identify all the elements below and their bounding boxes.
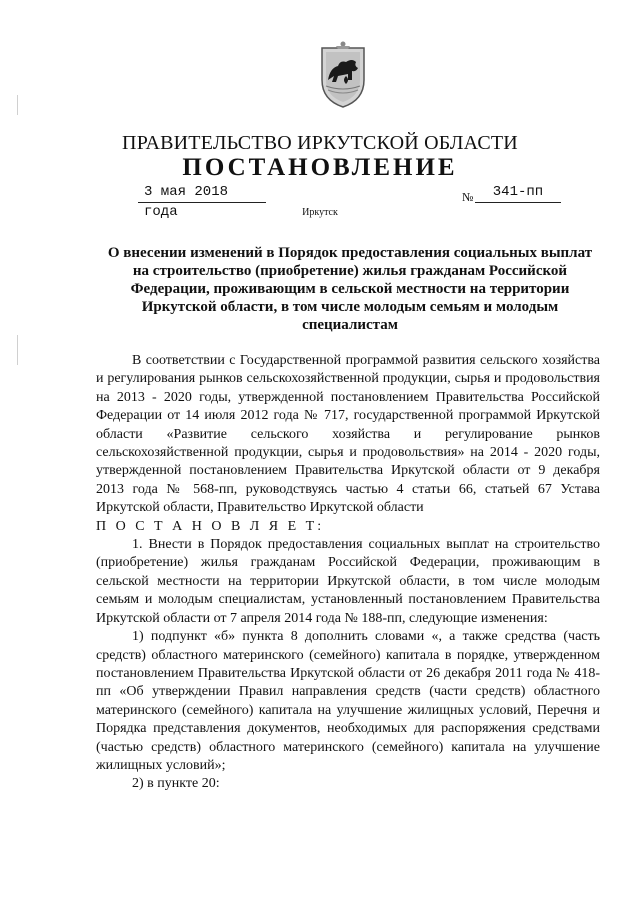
document-number: 341-пп — [475, 182, 561, 203]
margin-mark — [17, 95, 18, 115]
item-1-1-paragraph: 1) подпункт «б» пункта 8 дополнить словами «, а также средства (часть средств) областного материнского (семейного) капитала в порядке, утвержденном постановлением Правительства Иркутской области от 26 декабря 2011 года № 418-пп «Об утверждении Правил направления средств (части средств) областного материнского (семейного) капитала на улучшение жилищных условий, Перечня и Порядка представления документов, необходимых для распоряжения средствами (частью средств) областного материнского (семейного) капитала на улучшение жилищных условий»; — [96, 629, 600, 773]
number-sign: № — [462, 190, 474, 204]
item-1-paragraph: 1. Внести в Порядок предоставления социальных выплат на строительство (приобретение) жилья гражданам Российской Федерации, проживающим в сельской местности на территории Иркутской области, в том числе молодым семьям и молодым специалистам, установленный постановлением Правительства Иркутской области от 7 апреля 2014 года № 188-пп, следующие изменения: — [96, 537, 600, 626]
government-name: ПРАВИТЕЛЬСТВО ИРКУТСКОЙ ОБЛАСТИ — [122, 132, 518, 154]
preamble-paragraph: В соответствии с Государственной программой развития сельского хозяйства и регулирования рынков сельскохозяйственной продукции, сырья и продовольствия на 2013 - 2020 годы, утвержденной постановлением Правительства Российской Федерации от 14 июля 2012 года № 717, государственной программой Иркутской области «Развитие сельского хозяйства и регулирование рынков сельскохозяйственной продукции, сырья и продовольствия» на 2014 - 2020 годы, утвержденной постановлением Правительства Иркутской области от 9 декабря 2013 года № 568-пп, руководствуясь частью 4 статьи 66, статьей 67 Устава Иркутской области, Правительство Иркутской области — [96, 353, 600, 516]
document-type: ПОСТАНОВЛЕНИЕ — [182, 154, 458, 181]
margin-mark — [17, 335, 18, 365]
document-date: 3 мая 2018 года — [138, 182, 266, 203]
document-title: О внесении изменений в Порядок предоставления социальных выплат на строительство (приобретение) жилья гражданам Российской Федерации, проживающим в сельской местности на территории Иркутской области, в том числе молодым семьям и молодым специалистам — [107, 245, 593, 333]
item-1-2-paragraph: 2) в пункте 20: — [132, 776, 220, 792]
city-name: Иркутск — [302, 207, 338, 218]
coat-of-arms-emblem — [316, 40, 370, 110]
resolves-heading: П О С Т А Н О В Л Я Е Т: — [96, 518, 325, 534]
document-body — [96, 352, 600, 794]
